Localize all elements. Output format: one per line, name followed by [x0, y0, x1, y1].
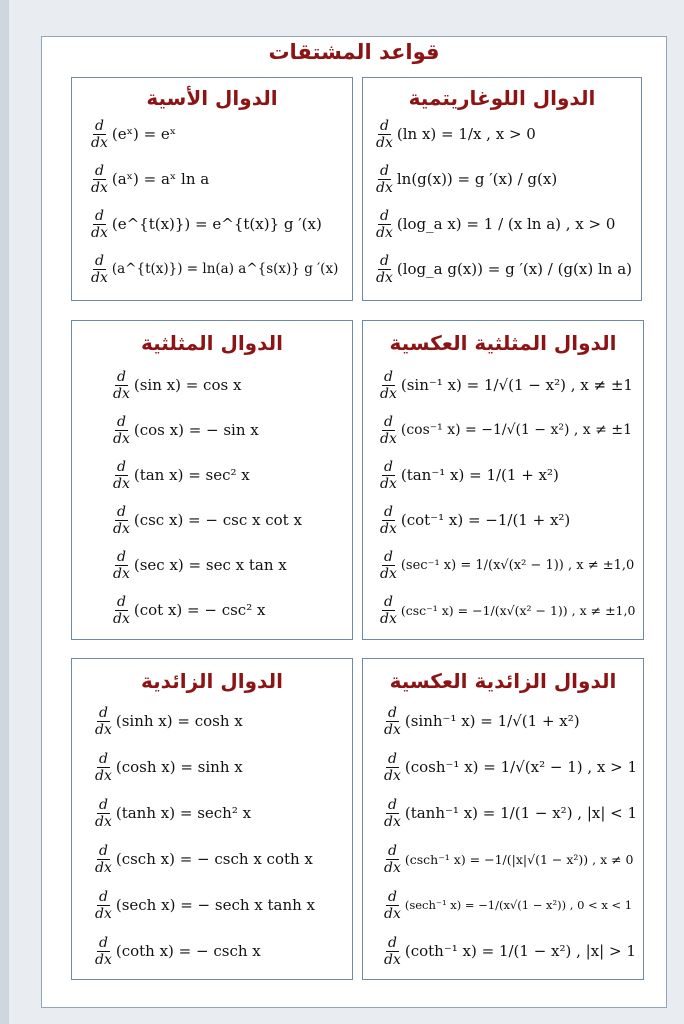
formula-expression: (csch⁻¹ x) = −1/(|x|√(1 − x²)) , x ≠ 0: [404, 851, 634, 867]
operator-numerator: d: [383, 413, 393, 430]
operator-numerator: d: [387, 796, 397, 813]
operator-numerator: d: [98, 842, 108, 859]
formula-expression: (coth x) = − csch x: [115, 942, 261, 960]
operator-denominator: dx: [376, 224, 393, 241]
derivative-operator: [375, 253, 394, 286]
derivative-formula: [379, 502, 570, 538]
operator-numerator: d: [116, 548, 126, 565]
operator-denominator: dx: [380, 520, 397, 537]
formula-expression: (e^{t(x)}) = e^{t(x)} g ′(x): [111, 215, 322, 233]
derivative-operator: [90, 118, 109, 151]
formula-expression: (log_a g(x)) = g ′(x) / (g(x) ln a): [396, 260, 633, 278]
derivative-operator: [379, 459, 398, 492]
derivative-operator: [94, 705, 113, 738]
operator-denominator: dx: [91, 224, 108, 241]
operator-numerator: d: [94, 117, 104, 134]
derivative-operator: [94, 797, 113, 830]
operator-denominator: dx: [113, 610, 130, 627]
section-exponential: [71, 77, 353, 301]
derivative-operator: [94, 843, 113, 876]
formula-expression: (csc⁻¹ x) = −1/(x√(x² − 1)) , x ≠ ±1,0: [400, 602, 636, 618]
derivative-operator: [94, 751, 113, 784]
derivative-operator: [112, 369, 131, 402]
operator-numerator: d: [387, 704, 397, 721]
derivative-formula: [112, 592, 265, 628]
formula-expression: (cot⁻¹ x) = −1/(1 + x²): [400, 511, 571, 529]
derivative-formula: [112, 457, 250, 493]
operator-denominator: dx: [113, 565, 130, 582]
derivative-operator: [94, 889, 113, 922]
operator-denominator: dx: [95, 813, 112, 830]
derivative-operator: [375, 118, 394, 151]
derivative-operator: [383, 935, 402, 968]
derivative-formula: [94, 841, 313, 877]
derivative-operator: [112, 459, 131, 492]
formula-expression: (sec⁻¹ x) = 1/(x√(x² − 1)) , x ≠ ±1,0: [400, 557, 635, 573]
operator-denominator: dx: [384, 905, 401, 922]
derivative-formula: [375, 251, 632, 287]
operator-numerator: d: [94, 207, 104, 224]
derivative-formula: [383, 841, 634, 877]
formula-expression: (eˣ) = eˣ: [111, 125, 177, 143]
operator-denominator: dx: [376, 269, 393, 286]
formula-expression: (cot x) = − csc² x: [133, 601, 266, 619]
operator-numerator: d: [383, 593, 393, 610]
formula-expression: (tan x) = sec² x: [133, 466, 250, 484]
derivative-formula: [94, 749, 243, 785]
operator-denominator: dx: [113, 430, 130, 447]
derivative-operator: [383, 843, 402, 876]
operator-numerator: d: [387, 750, 397, 767]
operator-numerator: d: [98, 888, 108, 905]
operator-numerator: d: [379, 162, 389, 179]
derivative-formula: [383, 887, 632, 923]
operator-denominator: dx: [376, 134, 393, 151]
operator-numerator: d: [383, 503, 393, 520]
formula-expression: (cosh x) = sinh x: [115, 758, 243, 776]
formula-expression: (csch x) = − csch x coth x: [115, 850, 313, 868]
derivative-operator: [383, 705, 402, 738]
formula-expression: ln(g(x)) = g ′(x) / g(x): [396, 170, 558, 188]
formula-expression: (cosh⁻¹ x) = 1/√(x² − 1) , x > 1: [404, 758, 638, 776]
derivative-operator: [112, 504, 131, 537]
formula-expression: (tanh⁻¹ x) = 1/(1 − x²) , |x| < 1: [404, 804, 638, 822]
operator-numerator: d: [116, 368, 126, 385]
formula-expression: (ln x) = 1/x , x > 0: [396, 125, 536, 143]
operator-denominator: dx: [384, 813, 401, 830]
operator-denominator: dx: [91, 179, 108, 196]
derivative-operator: [94, 935, 113, 968]
left-edge-strip: [0, 0, 9, 1024]
operator-numerator: d: [94, 162, 104, 179]
derivative-operator: [379, 504, 398, 537]
operator-denominator: dx: [384, 859, 401, 876]
operator-numerator: d: [379, 207, 389, 224]
derivative-formula: [94, 887, 315, 923]
section-hyperbolic: [71, 658, 353, 980]
derivative-formula: [112, 367, 241, 403]
formula-expression: (sinh⁻¹ x) = 1/√(1 + x²): [404, 712, 580, 730]
section-trigonometric: [71, 320, 353, 640]
section-inverse-trigonometric: [362, 320, 644, 640]
operator-denominator: dx: [95, 767, 112, 784]
section-heading: الدوال المثلثية العكسية: [389, 331, 617, 355]
derivative-formula: [379, 367, 633, 403]
formula-expression: (sin x) = cos x: [133, 376, 242, 394]
derivative-operator: [383, 751, 402, 784]
formula-expression: (sinh x) = cosh x: [115, 712, 243, 730]
operator-numerator: d: [98, 750, 108, 767]
operator-numerator: d: [387, 934, 397, 951]
derivative-formula: [90, 251, 338, 287]
operator-numerator: d: [98, 934, 108, 951]
derivative-formula: [379, 457, 559, 493]
section-inverse-hyperbolic: [362, 658, 644, 980]
derivative-formula: [379, 592, 635, 628]
section-heading: الدوال المثلثية: [140, 331, 284, 355]
operator-numerator: d: [94, 252, 104, 269]
derivative-formula: [94, 703, 243, 739]
operator-numerator: d: [116, 593, 126, 610]
formula-expression: (sin⁻¹ x) = 1/√(1 − x²) , x ≠ ±1: [400, 376, 633, 394]
operator-denominator: dx: [91, 134, 108, 151]
derivative-formula: [90, 116, 176, 152]
derivative-formula: [383, 703, 580, 739]
section-heading: الدوال الأسية: [146, 86, 278, 110]
derivative-formula: [383, 749, 637, 785]
operator-denominator: dx: [113, 475, 130, 492]
derivative-formula: [94, 795, 251, 831]
operator-denominator: dx: [380, 610, 397, 627]
operator-denominator: dx: [95, 859, 112, 876]
operator-denominator: dx: [384, 721, 401, 738]
derivative-operator: [112, 549, 131, 582]
derivative-operator: [375, 208, 394, 241]
page-title: قواعد المشتقات: [268, 40, 440, 64]
operator-denominator: dx: [380, 385, 397, 402]
operator-numerator: d: [387, 842, 397, 859]
operator-denominator: dx: [95, 721, 112, 738]
operator-denominator: dx: [91, 269, 108, 286]
formula-expression: (sech x) = − sech x tanh x: [115, 896, 316, 914]
derivative-formula: [112, 412, 259, 448]
derivative-operator: [379, 369, 398, 402]
derivative-formula: [379, 412, 632, 448]
derivative-formula: [90, 206, 322, 242]
operator-denominator: dx: [95, 951, 112, 968]
operator-denominator: dx: [380, 565, 397, 582]
operator-numerator: d: [116, 413, 126, 430]
derivative-formula: [112, 547, 287, 583]
derivative-formula: [379, 547, 634, 583]
operator-numerator: d: [383, 548, 393, 565]
formula-expression: (cos x) = − sin x: [133, 421, 259, 439]
operator-numerator: d: [98, 704, 108, 721]
formula-expression: (sec x) = sec x tan x: [133, 556, 287, 574]
section-heading: الدوال اللوغاريتمية: [408, 86, 596, 110]
derivative-formula: [383, 933, 636, 969]
formula-expression: (log_a x) = 1 / (x ln a) , x > 0: [396, 215, 616, 233]
derivative-operator: [90, 163, 109, 196]
operator-numerator: d: [387, 888, 397, 905]
derivative-operator: [379, 594, 398, 627]
formula-expression: (tanh x) = sech² x: [115, 804, 252, 822]
operator-denominator: dx: [113, 520, 130, 537]
operator-denominator: dx: [95, 905, 112, 922]
section-heading: الدوال الزائدية: [141, 669, 283, 693]
derivative-formula: [90, 161, 209, 197]
operator-denominator: dx: [113, 385, 130, 402]
operator-denominator: dx: [384, 767, 401, 784]
section-heading: الدوال الزائدية العكسية: [389, 669, 617, 693]
operator-numerator: d: [116, 503, 126, 520]
derivative-operator: [90, 208, 109, 241]
operator-numerator: d: [379, 252, 389, 269]
derivative-operator: [383, 797, 402, 830]
section-logarithmic: [362, 77, 642, 301]
operator-denominator: dx: [384, 951, 401, 968]
operator-numerator: d: [383, 458, 393, 475]
formula-expression: (tan⁻¹ x) = 1/(1 + x²): [400, 466, 559, 484]
formula-expression: (sech⁻¹ x) = −1/(x√(1 − x²)) , 0 < x < 1: [404, 898, 633, 912]
formula-expression: (cos⁻¹ x) = −1/√(1 − x²) , x ≠ ±1: [400, 422, 632, 438]
derivative-operator: [90, 253, 109, 286]
derivative-operator: [379, 414, 398, 447]
operator-numerator: d: [379, 117, 389, 134]
formula-expression: (a^{t(x)}) = ln(a) a^{s(x)} g ′(x): [111, 261, 339, 277]
operator-denominator: dx: [376, 179, 393, 196]
derivative-formula: [375, 206, 615, 242]
derivative-formula: [112, 502, 302, 538]
derivative-operator: [375, 163, 394, 196]
derivative-operator: [379, 549, 398, 582]
operator-denominator: dx: [380, 475, 397, 492]
formula-expression: (csc x) = − csc x cot x: [133, 511, 302, 529]
derivative-formula: [375, 116, 536, 152]
derivative-formula: [94, 933, 261, 969]
operator-numerator: d: [116, 458, 126, 475]
derivative-formula: [375, 161, 557, 197]
derivative-operator: [383, 889, 402, 922]
formula-expression: (coth⁻¹ x) = 1/(1 − x²) , |x| > 1: [404, 942, 636, 960]
formula-expression: (aˣ) = aˣ ln a: [111, 170, 210, 188]
operator-numerator: d: [98, 796, 108, 813]
operator-denominator: dx: [380, 430, 397, 447]
derivative-operator: [112, 414, 131, 447]
derivative-formula: [383, 795, 637, 831]
derivative-operator: [112, 594, 131, 627]
operator-numerator: d: [383, 368, 393, 385]
